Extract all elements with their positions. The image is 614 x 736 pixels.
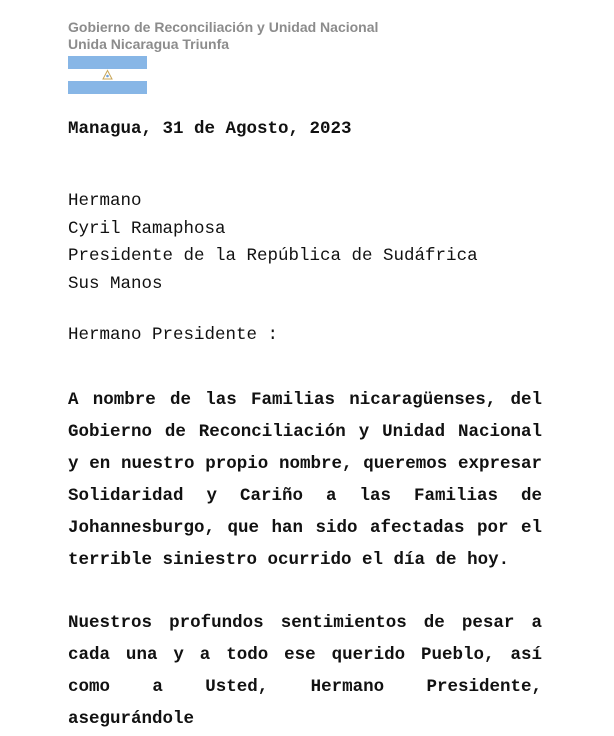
body-paragraph: Nuestros profundos sentimientos de pesar a cada una y a todo ese querido Pueblo, así como a Usted, Hermano Presidente, asegurándole — [68, 613, 542, 729]
body-paragraph: A nombre de las Familias nicaragüenses, del Gobierno de Reconciliación y Unidad Nacional y en nuestro propio nombre, queremos expresar Solidaridad y Cariño a las Familias de Johannesburgo, que han sido afectadas por el terrible siniestro ocurrido el día de hoy. — [68, 390, 542, 570]
letterhead — [68, 19, 378, 53]
recipient-greeting: Hermano — [68, 191, 142, 211]
recipient-block — [68, 188, 542, 298]
flag-stripe-bottom — [68, 81, 147, 94]
nicaragua-flag-icon — [68, 56, 147, 94]
salutation: Hermano Presidente : — [68, 325, 279, 345]
recipient-title: Presidente de la República de Sudáfrica — [68, 246, 478, 266]
letterhead-org-name: Gobierno de Reconciliación y Unidad Nacional — [68, 19, 379, 35]
recipient-name: Cyril Ramaphosa — [68, 218, 226, 239]
recipient-delivery: Sus Manos — [68, 273, 163, 294]
letterhead-slogan: Unida Nicaragua Triunfa — [68, 36, 230, 52]
flag-stripe-top — [68, 56, 147, 69]
flag-emblem-dot — [106, 75, 109, 78]
letter-date: Managua, 31 de Agosto, 2023 — [68, 119, 352, 139]
